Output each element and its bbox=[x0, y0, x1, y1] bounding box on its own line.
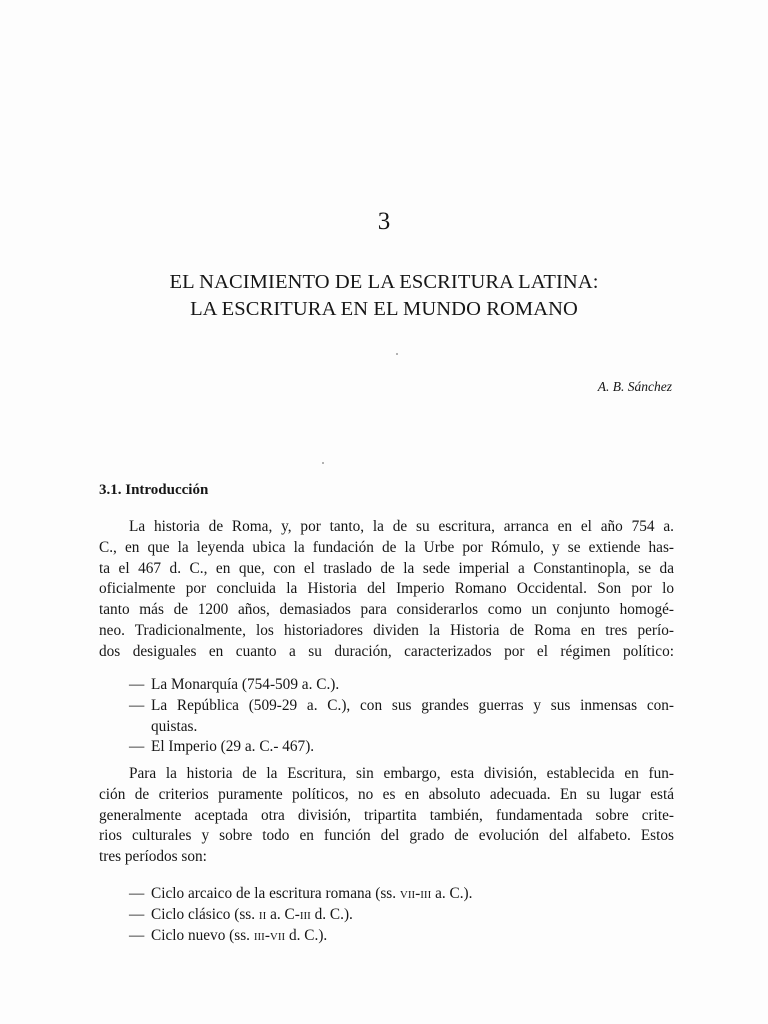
list-item bbox=[129, 737, 674, 758]
writing-cycles-list bbox=[129, 884, 674, 946]
paragraph-line: neo. Tradicionalmente, los historiadores dividen la Historia de Roma en tres perío- bbox=[99, 621, 674, 639]
list-item-text: La Monarquía (754-509 a. C.). bbox=[151, 676, 340, 693]
list-item-continuation: quistas. bbox=[151, 717, 198, 735]
list-dash: — bbox=[129, 905, 145, 923]
intro-paragraph-2 bbox=[99, 764, 674, 868]
list-item-text: d. C.). bbox=[310, 905, 353, 923]
scan-speck bbox=[396, 353, 398, 355]
intro-paragraph-1 bbox=[99, 517, 674, 663]
paragraph-line: rios culturales y sobre todo en función del grado de evolución del alfabeto. Estos bbox=[99, 827, 674, 845]
list-item-text: Ciclo clásico (ss. bbox=[151, 905, 259, 923]
list-item-text: El Imperio (29 a. C.- 467). bbox=[151, 738, 315, 756]
paragraph-line: tanto más de 1200 años, demasiados para considerarlos como un conjunto homogé- bbox=[99, 601, 674, 619]
paragraph-line: ta el 467 d. C., en que, con el traslado de la sede imperial a Constantinopla, se da bbox=[99, 559, 674, 577]
list-item-text: La República (509-29 a. C.), con sus grandes guerras y sus inmensas con- bbox=[151, 696, 674, 714]
paragraph-line: La historia de Roma, y, por tanto, la de su escritura, arranca en el año 754 a. bbox=[129, 518, 674, 535]
paragraph-line: tres períodos son: bbox=[99, 848, 207, 866]
paragraph-line: C., en que la leyenda ubica la fundación de la Urbe por Rómulo, y se extiende has- bbox=[99, 538, 674, 556]
chapter-author: A. B. Sánchez bbox=[597, 379, 672, 394]
political-periods-list bbox=[129, 675, 674, 758]
paragraph-line: Para la historia de la Escritura, sin embargo, esta división, establecida en fun- bbox=[129, 765, 674, 782]
roman-numeral: iii-vii bbox=[253, 926, 286, 944]
list-item bbox=[129, 696, 674, 717]
list-item-text: Ciclo arcaico de la escritura romana (ss. bbox=[151, 885, 400, 902]
list-dash: — bbox=[129, 738, 145, 756]
list-item bbox=[129, 926, 674, 947]
list-dash: — bbox=[129, 676, 145, 693]
list-dash: — bbox=[129, 926, 145, 944]
list-item-text: a. C- bbox=[266, 905, 300, 923]
chapter-title-line-1: EL NACIMIENTO DE LA ESCRITURA LATINA: bbox=[169, 271, 599, 293]
roman-numeral: ii bbox=[258, 905, 267, 923]
list-item-text: d. C.). bbox=[285, 926, 328, 944]
list-dash: — bbox=[129, 696, 145, 714]
paragraph-line: generalmente aceptada otra división, tripartita también, fundamentada sobre crite- bbox=[99, 806, 674, 824]
scan-speck bbox=[322, 462, 324, 464]
list-item-text: Ciclo nuevo (ss. bbox=[151, 926, 254, 944]
list-item-text: a. C.). bbox=[431, 885, 473, 902]
roman-numeral: iii bbox=[299, 905, 311, 923]
list-item bbox=[129, 884, 674, 905]
chapter-title-line-2: LA ESCRITURA EN EL MUNDO ROMANO bbox=[190, 298, 578, 320]
list-dash: — bbox=[129, 885, 145, 902]
paragraph-line: oficialmente por concluida la Historia del Imperio Romano Occidental. Son por lo bbox=[99, 580, 674, 598]
chapter-title bbox=[0, 269, 768, 323]
section-heading: 3.1. Introducción bbox=[99, 482, 209, 498]
list-item bbox=[129, 905, 674, 926]
roman-numeral: vii-iii bbox=[399, 885, 432, 902]
list-item bbox=[129, 675, 674, 696]
chapter-number: 3 bbox=[377, 208, 391, 235]
paragraph-line: dos desiguales en cuanto a su duración, caracterizados por el régimen político: bbox=[99, 642, 674, 660]
paragraph-line: ción de criterios puramente políticos, no es en absoluto adecuada. En su lugar está bbox=[99, 785, 674, 803]
